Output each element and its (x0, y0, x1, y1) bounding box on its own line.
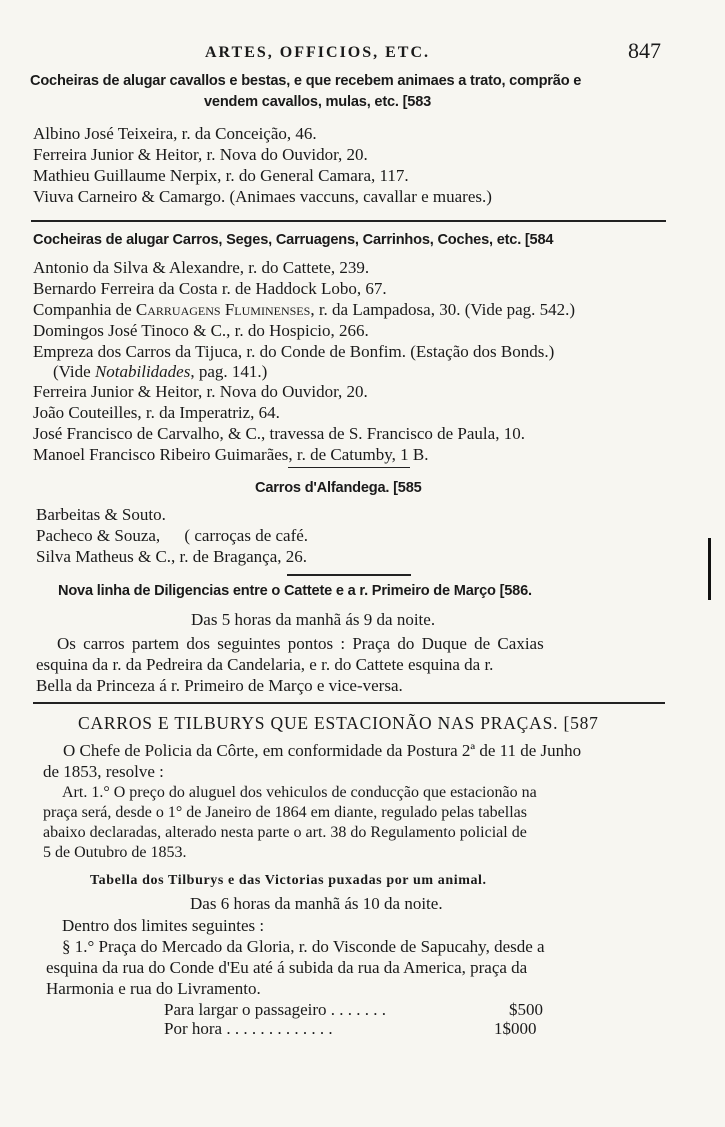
section-585-heading: Carros d'Alfandega. [585 (255, 480, 422, 496)
fare-row (164, 1000, 386, 1020)
short-divider (287, 574, 411, 576)
paragraph-line: O Chefe de Policia da Côrte, em conformidade da Postura 2ª de 11 de Junho (63, 741, 582, 760)
section-583-heading-line1: Cocheiras de alugar cavallos e bestas, e que recebem animaes a trato, comprão e (30, 73, 582, 89)
list-item: Viuva Carneiro & Camargo. (Animaes vaccuns, cavallar e muares.) (33, 187, 492, 206)
list-item-continuation (53, 362, 267, 382)
list-item: Albino José Teixeira, r. da Conceição, 46. (33, 124, 317, 143)
list-item: Silva Matheus & C., r. de Bragança, 26. (36, 547, 308, 566)
entry-prefix: Companhia de (33, 300, 136, 319)
paragraph-line: Art. 1.° O preço do aluguel dos vehiculos de conducção que estacionão na (62, 784, 537, 801)
fare-row (164, 1019, 333, 1039)
entry-prefix: (Vide (53, 362, 95, 381)
hours-line: Das 6 horas da manhã ás 10 da noite. (190, 894, 443, 913)
paragraph-line: de 1853, resolve : (43, 762, 164, 781)
fare-price: $500 (509, 1000, 543, 1019)
list-item: Empreza dos Carros da Tijuca, r. do Conde de Bonfim. (Estação dos Bonds.) (33, 342, 555, 361)
section-586-heading: Nova linha de Diligencias entre o Cattete e a r. Primeiro de Março [586. (58, 583, 532, 599)
paragraph-line: Dentro dos limites seguintes : (62, 916, 265, 935)
fare-price: 1$000 (494, 1019, 537, 1038)
section-587-heading: CARROS E TILBURYS QUE ESTACIONÃO NAS PRAÇAS. [587 (78, 713, 599, 733)
paragraph-line: esquina da r. da Pedreira da Candelaria, e r. do Cattete esquina da r. (36, 655, 494, 674)
list-item: José Francisco de Carvalho, & C., travessa de S. Francisco de Paula, 10. (33, 424, 525, 443)
list-item: Manoel Francisco Ribeiro Guimarães, r. de Catumby, 1 B. (33, 445, 429, 464)
table-heading: Tabella dos Tilburys e das Victorias puxadas por um animal. (90, 873, 487, 888)
running-title: ARTES, OFFICIOS, ETC. (205, 44, 431, 61)
paragraph-line: Os carros partem dos seguintes pontos : Praça do Duque de Caxias (57, 634, 544, 653)
section-divider (33, 702, 665, 704)
entry-note: carroças de café. (194, 526, 309, 545)
list-item: Ferreira Junior & Heitor, r. Nova do Ouvidor, 20. (33, 382, 368, 401)
paragraph-line: Harmonia e rua do Livramento. (46, 979, 261, 998)
list-item: Ferreira Junior & Heitor, r. Nova do Ouvidor, 20. (33, 145, 368, 164)
list-item (33, 300, 575, 320)
list-item: Bernardo Ferreira da Costa r. de Haddock Lobo, 67. (33, 279, 387, 298)
list-item: Pacheco & Souza, ( carroças de café. (36, 526, 309, 545)
list-item: Barbeitas & Souto. (36, 505, 166, 524)
hours-line: Das 5 horas da manhã ás 9 da noite. (191, 610, 436, 629)
entry-suffix: , r. da Lampadosa, 30. (Vide pag. 542.) (310, 300, 576, 319)
paragraph-line: abaixo declaradas, alterado nesta parte o art. 38 do Regulamento policial de (43, 824, 527, 841)
company-name: Carruagens Fluminenses (135, 300, 311, 319)
section-divider (31, 220, 666, 222)
paragraph-line: § 1.° Praça do Mercado da Gloria, r. do Visconde de Sapucahy, desde a (62, 937, 545, 956)
paragraph-line: Bella da Princeza á r. Primeiro de Março e vice-versa. (36, 676, 403, 695)
fare-leader: . . . . . . . . . . . . . (226, 1019, 333, 1038)
list-item: João Couteilles, r. da Imperatriz, 64. (33, 403, 280, 422)
paragraph-line: 5 de Outubro de 1853. (43, 844, 187, 861)
entry-name: Pacheco & Souza, (36, 526, 161, 545)
italic-reference: Notabilidades (94, 362, 191, 381)
fare-label: Por hora (164, 1019, 223, 1038)
section-583-heading-line2: vendem cavallos, mulas, etc. [583 (204, 94, 432, 110)
list-item: Domingos José Tinoco & C., r. do Hospicio, 266. (33, 321, 369, 340)
section-584-heading: Cocheiras de alugar Carros, Seges, Carruagens, Carrinhos, Coches, etc. [584 (33, 232, 554, 248)
paragraph-line: esquina da rua do Conde d'Eu até á subida da rua da America, praça da (46, 958, 528, 977)
short-divider (288, 467, 410, 468)
list-item: Mathieu Guillaume Nerpix, r. do General Camara, 117. (33, 166, 409, 185)
fare-label: Para largar o passageiro (164, 1000, 327, 1019)
fare-leader: . . . . . . . (330, 1000, 387, 1019)
entry-suffix: , pag. 141.) (190, 362, 268, 381)
list-item: Antonio da Silva & Alexandre, r. do Cattete, 239. (33, 258, 370, 277)
margin-mark (708, 538, 711, 600)
page-number: 847 (628, 38, 661, 63)
paragraph-line: praça será, desde o 1° de Janeiro de 1864 em diante, regulado pelas tabellas (43, 804, 527, 821)
